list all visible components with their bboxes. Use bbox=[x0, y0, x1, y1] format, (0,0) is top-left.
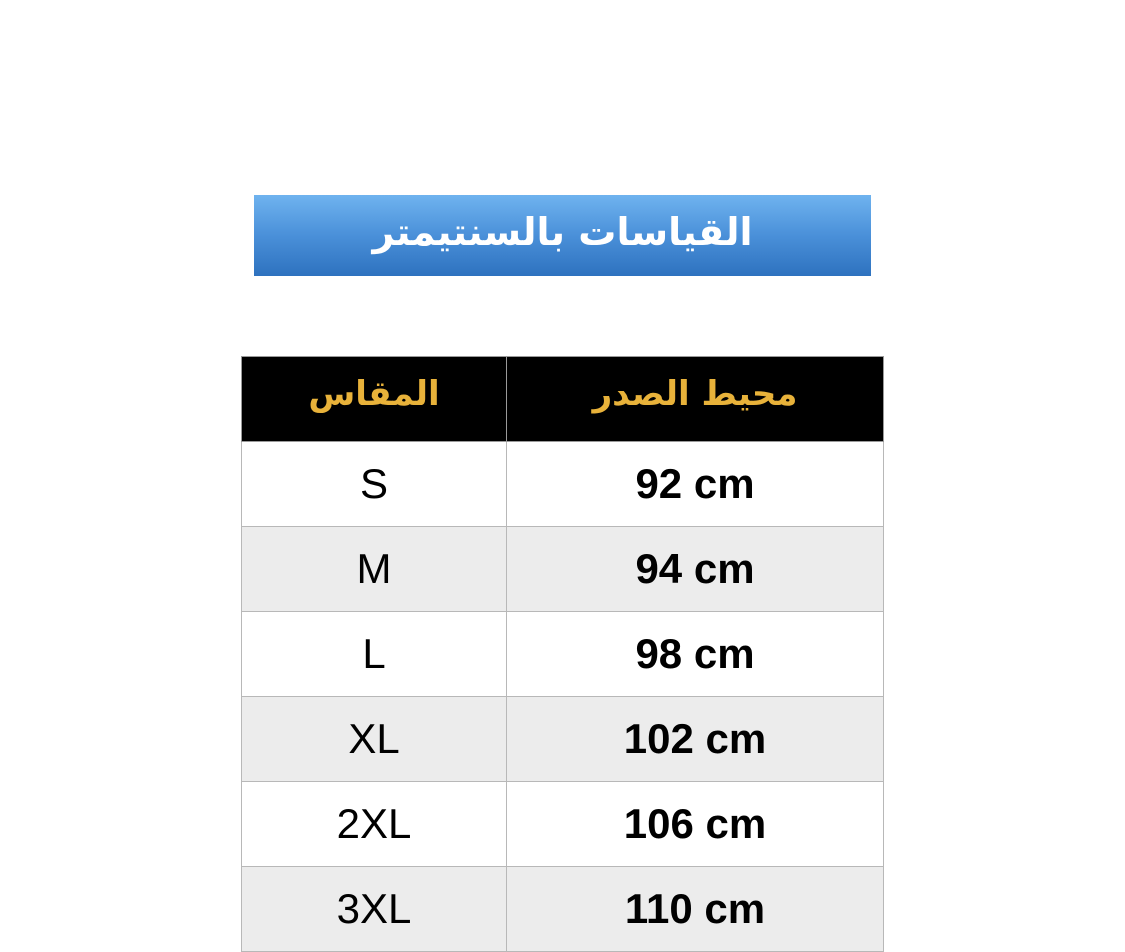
table-row bbox=[242, 867, 884, 952]
size-cell: M bbox=[242, 527, 507, 612]
size-cell: XL bbox=[242, 697, 507, 782]
chest-cell: 92 cm bbox=[507, 442, 884, 527]
chest-cell: 106 cm bbox=[507, 782, 884, 867]
table-row bbox=[242, 782, 884, 867]
table-row bbox=[242, 527, 884, 612]
chest-cell: 94 cm bbox=[507, 527, 884, 612]
chest-cell: 110 cm bbox=[507, 867, 884, 952]
table-row bbox=[242, 697, 884, 782]
size-cell: 3XL bbox=[242, 867, 507, 952]
size-chart-table bbox=[241, 356, 884, 952]
header-chest: محيط الصدر bbox=[507, 357, 884, 442]
table-row bbox=[242, 442, 884, 527]
size-cell: S bbox=[242, 442, 507, 527]
chest-cell: 102 cm bbox=[507, 697, 884, 782]
table-header-row bbox=[242, 357, 884, 442]
page-title: القياسات بالسنتيمتر bbox=[372, 209, 753, 254]
size-cell: L bbox=[242, 612, 507, 697]
title-banner bbox=[254, 195, 871, 276]
size-cell: 2XL bbox=[242, 782, 507, 867]
header-size: المقاس bbox=[242, 357, 507, 442]
chest-cell: 98 cm bbox=[507, 612, 884, 697]
table-row bbox=[242, 612, 884, 697]
